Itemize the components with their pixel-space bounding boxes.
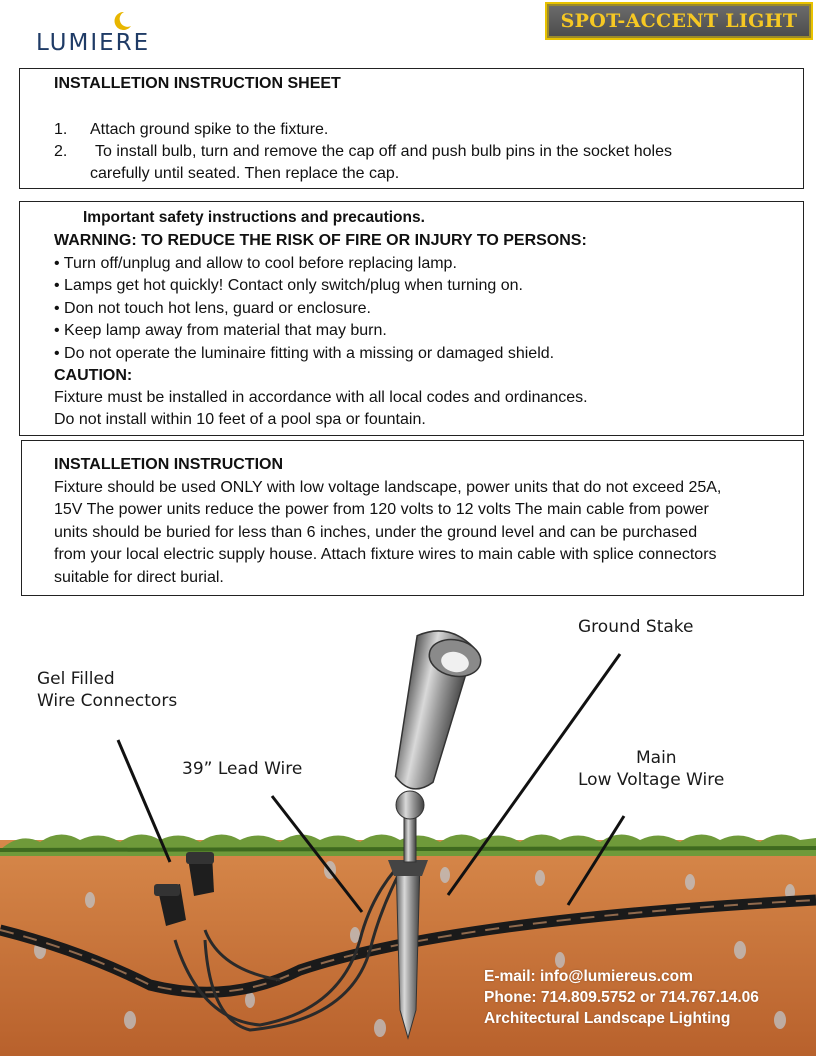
label-low-voltage-wire: Low Voltage Wire: [578, 770, 725, 790]
crescent-moon-icon: [111, 10, 133, 32]
product-badge: [545, 2, 813, 40]
installation-line: units should be buried for less than 6 inches, under the ground level and can be purchased: [54, 524, 698, 541]
installation-line: suitable for direct burial.: [54, 569, 224, 586]
contact-email: E-mail: info@lumiereus.com: [484, 968, 693, 985]
label-wire-connectors: Wire Connectors: [37, 691, 178, 711]
caution-title: CAUTION:: [54, 367, 133, 384]
safety-box: [19, 201, 804, 436]
installation-line: 15V The power units reduce the power from 120 volts to 12 volts The main cable from power: [54, 501, 709, 518]
contact-tagline: Architectural Landscape Lighting: [484, 1010, 731, 1027]
installation-title: INSTALLETION INSTRUCTION: [54, 456, 284, 473]
safety-heading: Important safety instructions and precautions.: [83, 209, 425, 226]
step-text: To install bulb, turn and remove the cap off and push bulb pins in the socket holes: [95, 143, 672, 160]
safety-bullet: • Keep lamp away from material that may burn.: [54, 322, 387, 339]
installation-box: [21, 440, 804, 596]
safety-bullet: • Turn off/unplug and allow to cool before replacing lamp.: [54, 255, 457, 272]
instruction-sheet-box: [19, 68, 804, 189]
step-text: Attach ground spike to the fixture.: [90, 121, 329, 138]
spot-light-fixture: [386, 626, 484, 862]
safety-bullet: • Don not touch hot lens, guard or enclosure.: [54, 300, 371, 317]
contact-info: [484, 966, 759, 1029]
label-main: Main: [636, 748, 677, 768]
safety-bullet: • Lamps get hot quickly! Contact only switch/plug when turning on.: [54, 277, 523, 294]
label-lead-wire: 39” Lead Wire: [182, 759, 303, 779]
label-ground-stake: Ground Stake: [578, 617, 694, 637]
contact-phone: Phone: 714.809.5752 or 714.767.14.06: [484, 989, 759, 1006]
instruction-sheet-title: INSTALLETION INSTRUCTION SHEET: [54, 75, 341, 92]
product-badge-label: SPOT-ACCENT LIGHT: [560, 10, 798, 32]
step-number: 2.: [54, 143, 68, 160]
safety-bullet: • Do not operate the luminaire fitting with a missing or damaged shield.: [54, 345, 555, 362]
brand-name: LUMIERE: [36, 30, 151, 56]
label-gel-filled: Gel Filled: [37, 669, 115, 689]
installation-line: from your local electric supply house. Attach fixture wires to main cable with splice connectors: [54, 546, 717, 563]
step-number: 1.: [54, 121, 68, 138]
caution-line: Do not install within 10 feet of a pool spa or fountain.: [54, 411, 426, 428]
step-text-continued: carefully until seated. Then replace the cap.: [90, 165, 400, 182]
installation-line: Fixture should be used ONLY with low voltage landscape, power units that do not exceed 25A,: [54, 479, 722, 496]
warning-text: WARNING: TO REDUCE THE RISK OF FIRE OR INJURY TO PERSONS:: [54, 232, 587, 249]
caution-line: Fixture must be installed in accordance with all local codes and ordinances.: [54, 389, 588, 406]
brand-logo: [36, 10, 176, 58]
